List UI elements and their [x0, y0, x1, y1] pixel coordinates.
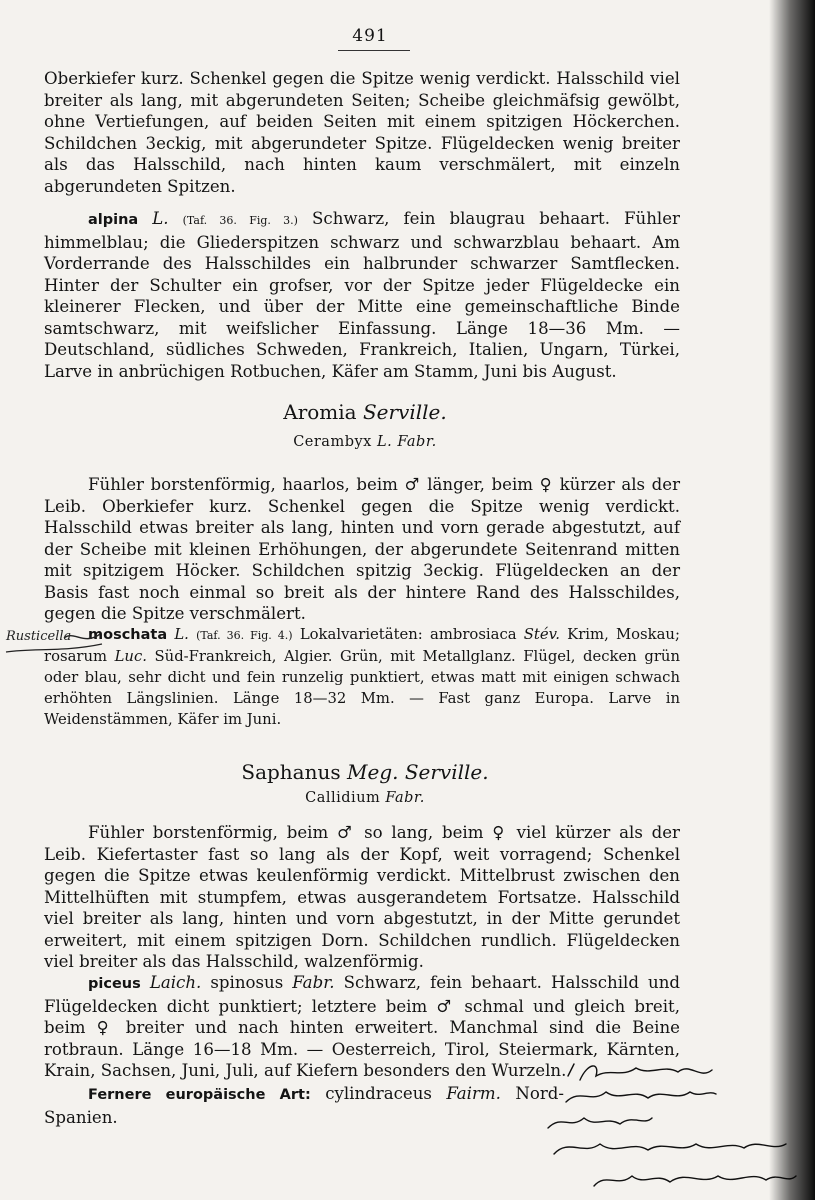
moschata-text-2: Krim, Moskau; rosarum — [44, 626, 680, 665]
page-number-rule — [338, 50, 410, 51]
aromia-description: Fühler borstenförmig, haarlos, beim ♂ länger, beim ♀ kürzer als der Leib. Oberkiefer kurz. Schenkel gegen die Spitze wenig verdickt. Halsschild etwas breiter als lang, hinten und vorn gerade abgestutzt, auf der Scheibe mit kleinen Erhöhungen, der abgerundete Seitenrand mitten mit spitzigem Höcker. Schildchen spitzig 3eckig. Flügeldecken an der Basis fast noch einmal so breit als der hintere Rand des Halsschildes, gegen die Spitze verschmälert. — [44, 475, 680, 623]
aromia-heading — [0, 400, 730, 424]
moschata-author-2: Stév. — [523, 626, 560, 643]
handwritten-collector-note — [540, 1058, 800, 1198]
saphanus-genus-author: Meg. Serville. — [347, 760, 489, 784]
moschata-ref: (Taf. 36. Fig. 4.) — [196, 629, 293, 642]
alpina-entry — [44, 208, 680, 382]
top-paragraph-block — [44, 68, 680, 197]
saphanus-description-block — [44, 822, 680, 973]
moschata-author: L. — [174, 626, 189, 643]
fernere-line — [44, 1083, 564, 1128]
alpina-ref: (Taf. 36. Fig. 3.) — [182, 214, 298, 227]
aromia-synonym: Cerambyx — [293, 434, 372, 450]
saphanus-synonym-line — [0, 790, 730, 806]
aromia-genus: Aromia — [283, 400, 357, 424]
moschata-text-3: Süd-Frankreich, Algier. Grün, mit Metallglanz. Flügel, decken grün oder blau, sehr dicht und fein runzelig punktiert, etwas matt mit einigen schwach erhöhten Längslinien. Länge 18—32 Mm. — Fast ganz Europa. Larve in Weidenstämmen, Käfer im Juni. — [44, 648, 680, 728]
fernere-locality: Nord-Spanien. — [44, 1084, 564, 1127]
piceus-synonym: spinosus — [210, 973, 284, 992]
fernere-label: Fernere europäische Art: — [88, 1087, 311, 1103]
alpina-species-name: alpina — [88, 212, 139, 228]
moschata-text-1: Lokalvarietäten: ambrosiaca — [299, 626, 517, 643]
saphanus-description: Fühler borstenförmig, beim ♂ so lang, beim ♀ viel kürzer als der Leib. Kiefertaster fast so lang als der Kopf, weit vorragend; Schenkel gegen die Spitze etwas keulenförmig verdickt. Mittelbrust zwischen den Mittelhüften mit stumpfem, etwas ausgerandetem Fortsatze. Halsschild viel breiter als lang, hinten und vorn abgestutzt, in der Mitte gerundet erweitert, mit einem spitzigen Dorn. Schildchen rundlich. Flügeldecken viel breiter als das Halsschild, walzenförmig. — [44, 823, 680, 971]
moschata-entry — [44, 624, 680, 730]
page-number: 491 — [352, 26, 388, 46]
aromia-synonym-author: L. Fabr. — [376, 434, 437, 450]
aromia-genus-author: Serville. — [362, 400, 447, 424]
alpina-author: L. — [152, 209, 169, 228]
alpina-text: Schwarz, fein blaugrau behaart. Fühler himmelblau; die Gliederspitzen schwarz und schwarzblau behaart. Am Vorderrande des Halsschildes ein halbrunder schwarzer Samtflecken. Hinter der Schulter ein grofser, vor der Spitze jeder Flügeldecke ein kleinerer Flecken, und über der Mitte eine gemeinschaftliche Binde samtschwarz, mit weifslicher Einfassung. Länge 18—36 Mm. — Deutschland, südliches Schweden, Frankreich, Italien, Ungarn, Türkei, Larve in anbrüchigen Rotbuchen, Käfer am Stamm, Juni bis August. — [44, 209, 680, 381]
page-edge-shadow — [769, 0, 815, 1200]
saphanus-synonym-author: Fabr. — [385, 790, 425, 806]
saphanus-synonym: Callidium — [305, 790, 381, 806]
piceus-species-name: piceus — [88, 976, 141, 992]
saphanus-heading — [0, 760, 730, 784]
margin-annotation-text: Rusticella — [6, 629, 72, 644]
piceus-author: Laich. — [149, 973, 202, 992]
saphanus-genus: Saphanus — [241, 760, 341, 784]
aromia-description-block — [44, 474, 680, 625]
moschata-author-3: Luc. — [114, 648, 147, 665]
piceus-synonym-author: Fabr. — [292, 973, 335, 992]
margin-annotation — [4, 622, 104, 662]
aromia-synonym-line — [0, 434, 730, 450]
fernere-author: Fairm. — [446, 1084, 501, 1103]
top-paragraph: Oberkiefer kurz. Schenkel gegen die Spitze wenig verdickt. Halsschild viel breiter als lang, mit abgerundeten Seiten; Scheibe gleichmäfsig gewölbt, ohne Vertiefungen, auf beiden Seiten mit einem spitzigen Höckerchen. Schildchen 3eckig, mit abgerundeter Spitze. Flügeldecken wenig breiter als das Halsschild, nach hinten kaum verschmälert, mit einzeln abgerundeten Spitzen. — [44, 69, 680, 196]
fernere-species: cylindraceus — [325, 1084, 432, 1103]
moschata-species-name: moschata — [88, 627, 168, 643]
piceus-text: Schwarz, fein behaart. Halsschild und Flügeldecken dicht punktiert; letztere beim ♂ schmal und gleich breit, beim ♀ breiter und nach hinten erweitert. Manchmal sind die Beine rotbraun. Länge 16—18 Mm. — Oesterreich, Tirol, Steiermark, Kärnten, Krain, Sachsen, Juni, Juli, auf Kiefern besonders den Wurzeln. — [44, 973, 681, 1080]
